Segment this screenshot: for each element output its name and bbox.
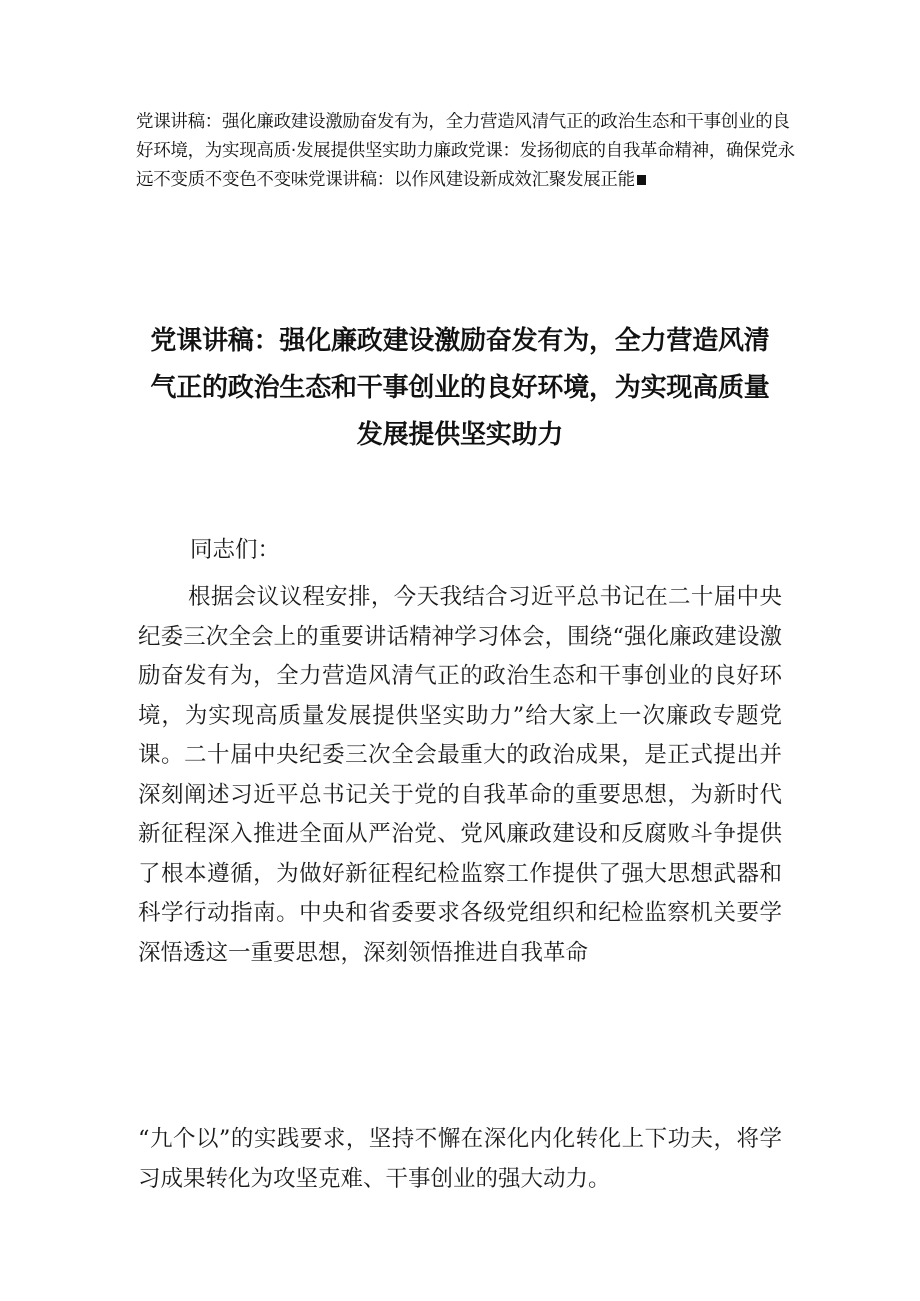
document-title: 党课讲稿：强化廉政建设激励奋发有为，全力营造风清气正的政治生态和干事创业的良好环境，为实现高质量发展提供坚实助力 xyxy=(150,326,770,450)
document-header-summary xyxy=(136,108,796,195)
body-paragraph-1: 根据会议议程安排，今天我结合习近平总书记在二十届中央纪委三次全会上的重要讲话精神学习体会，围绕“强化廉政建设激励奋发有为，全力营造风清气正的政治生态和干事创业的良好环境，为实现高质量发展提供坚实助力”给大家上一次廉政专题党课。二十届中央纪委三次全会最重大的政治成果，是正式提出并深刻阐述习近平总书记关于党的自我革命的重要思想，为新时代新征程深入推进全面从严治党、党风廉政建设和反腐败斗争提供了根本遵循，为做好新征程纪检监察工作提供了强大思想武器和科学行动指南。中央和省委要求各级党组织和纪检监察机关要学深悟透这一重要思想，深刻领悟推进自我革命 xyxy=(138,584,782,966)
body-paragraph-2: “九个以”的实践要求，坚持不懈在深化内化转化上下功夫，将学习成果转化为攻坚克难、干事创业的强大动力。 xyxy=(138,1126,782,1192)
header-summary-text: 党课讲稿：强化廉政建设激励奋发有为，全力营造风清气正的政治生态和干事创业的良好环境，为实现高质·发展提供坚实助力廉政党课：发扬彻底的自我革命精神，确保党永远不变质不变色不变味党课讲稿：以作风建设新成效汇聚发展正能 xyxy=(136,112,795,190)
end-mark-icon xyxy=(637,175,646,185)
salutation: 同志们： xyxy=(190,537,281,563)
